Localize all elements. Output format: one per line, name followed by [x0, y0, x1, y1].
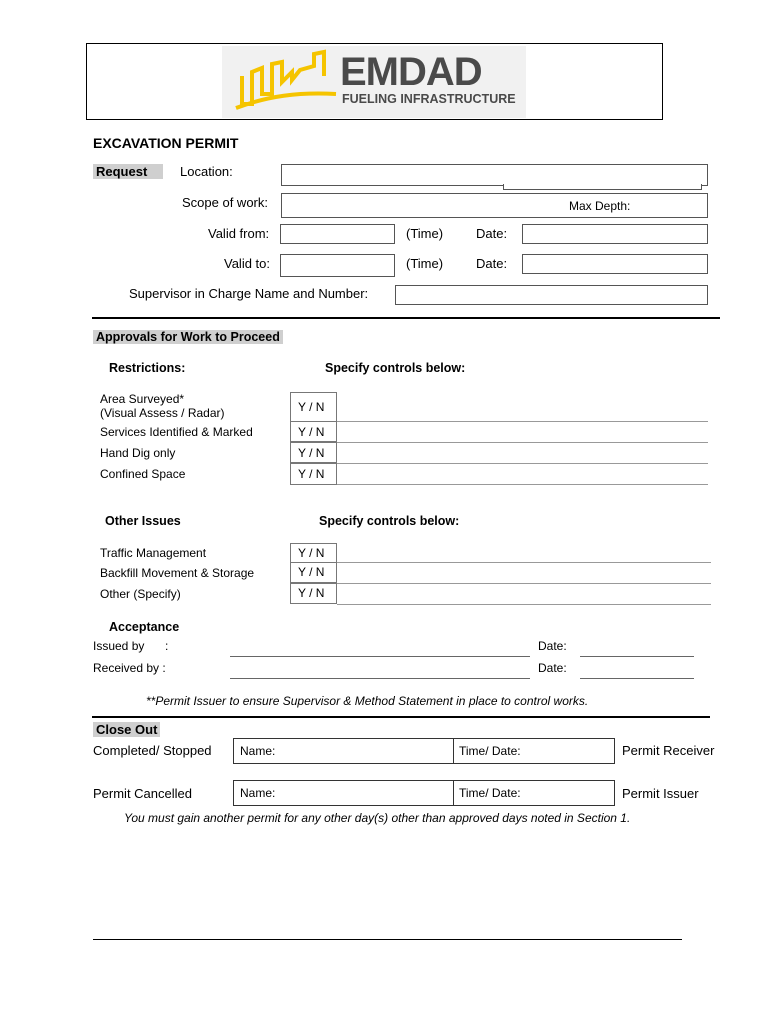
approvals-section-label: Approvals for Work to Proceed	[93, 330, 283, 344]
footer-note: You must gain another permit for any other day(s) other than approved days noted in Section 1.	[124, 811, 631, 825]
permit-issuer-label: Permit Issuer	[622, 786, 699, 801]
area-surveyed-label	[100, 392, 225, 420]
valid-from-date-label: Date:	[476, 226, 508, 241]
services-identified-yn[interactable]: Y / N	[290, 421, 337, 442]
location-subfield	[503, 184, 702, 190]
hand-dig-label: Hand Dig only	[100, 446, 176, 460]
other-issues-heading: Other Issues	[105, 514, 181, 528]
valid-from-date-field[interactable]	[522, 224, 708, 244]
traffic-management-yn[interactable]: Y / N	[290, 543, 337, 563]
buildings-logo-icon	[228, 46, 340, 118]
received-by-label: Received by :	[93, 661, 166, 675]
issued-by-line[interactable]	[230, 656, 530, 657]
backfill-controls-line[interactable]	[337, 583, 711, 584]
closeout-section-label: Close Out	[93, 722, 160, 737]
valid-from-label: Valid from:	[208, 226, 270, 241]
received-date-label: Date:	[538, 661, 567, 675]
closeout-divider	[92, 716, 710, 718]
restrictions-heading: Restrictions:	[109, 361, 186, 375]
other-specify-controls-line[interactable]	[337, 604, 711, 605]
issued-by-label: Issued by	[93, 639, 145, 653]
backfill-yn[interactable]: Y / N	[290, 562, 337, 583]
completed-stopped-label: Completed/ Stopped	[93, 743, 212, 758]
confined-space-controls-line[interactable]	[337, 484, 708, 485]
supervisor-label: Supervisor in Charge Name and Number:	[129, 286, 369, 301]
permit-cancelled-label: Permit Cancelled	[93, 786, 192, 801]
issued-date-line[interactable]	[580, 656, 694, 657]
other-specify-label: Other (Specify)	[100, 587, 181, 601]
request-section-label: Request	[93, 164, 163, 179]
services-identified-label: Services Identified & Marked	[100, 425, 253, 439]
other-specify-controls-heading: Specify controls below:	[319, 514, 460, 528]
footer-line	[93, 939, 682, 940]
completed-time-date-label: Time/ Date:	[459, 744, 521, 758]
completed-name-label: Name:	[240, 744, 276, 758]
location-label: Location:	[180, 164, 233, 179]
confined-space-yn[interactable]: Y / N	[290, 463, 337, 485]
logo-brand: EMDAD	[340, 50, 482, 94]
logo	[222, 46, 526, 118]
scope-label: Scope of work:	[182, 195, 268, 210]
received-by-line[interactable]	[230, 678, 530, 679]
valid-to-label: Valid to:	[224, 256, 271, 271]
services-identified-controls-line[interactable]	[337, 442, 708, 443]
hand-dig-yn[interactable]: Y / N	[290, 442, 337, 463]
cancelled-time-date-label: Time/ Date:	[459, 786, 521, 800]
traffic-management-controls-line[interactable]	[337, 562, 711, 563]
valid-to-date-field[interactable]	[522, 254, 708, 274]
area-surveyed-line2: (Visual Assess / Radar)	[100, 406, 225, 420]
traffic-management-label: Traffic Management	[100, 546, 207, 560]
max-depth-label: Max Depth:	[569, 199, 631, 213]
received-date-line[interactable]	[580, 678, 694, 679]
supervisor-field[interactable]	[395, 285, 708, 305]
permit-receiver-label: Permit Receiver	[622, 743, 715, 758]
issued-by-colon: :	[165, 639, 169, 653]
permit-issuer-note: **Permit Issuer to ensure Supervisor & Method Statement in place to control works.	[146, 694, 589, 708]
valid-from-field[interactable]	[280, 224, 395, 244]
cancelled-name-label: Name:	[240, 786, 276, 800]
other-specify-yn[interactable]: Y / N	[290, 583, 337, 604]
specify-controls-heading: Specify controls below:	[325, 361, 466, 375]
location-field[interactable]	[281, 164, 708, 186]
hand-dig-controls-line[interactable]	[337, 463, 708, 464]
section-divider	[92, 317, 720, 319]
valid-from-time-label: (Time)	[406, 226, 444, 241]
area-surveyed-line1: Area Surveyed*	[100, 392, 185, 406]
backfill-label: Backfill Movement & Storage	[100, 566, 255, 580]
valid-to-date-label: Date:	[476, 256, 508, 271]
valid-to-time-label: (Time)	[406, 256, 444, 271]
confined-space-label: Confined Space	[100, 467, 186, 481]
area-surveyed-controls-line[interactable]	[337, 421, 708, 422]
area-surveyed-yn[interactable]: Y / N	[290, 392, 337, 422]
scope-field[interactable]	[281, 193, 708, 218]
page-title: EXCAVATION PERMIT	[93, 135, 239, 151]
valid-to-field[interactable]	[280, 254, 395, 277]
issued-date-label: Date:	[538, 639, 567, 653]
acceptance-heading: Acceptance	[109, 620, 180, 634]
logo-tagline: FUELING INFRASTRUCTURE	[342, 92, 516, 106]
